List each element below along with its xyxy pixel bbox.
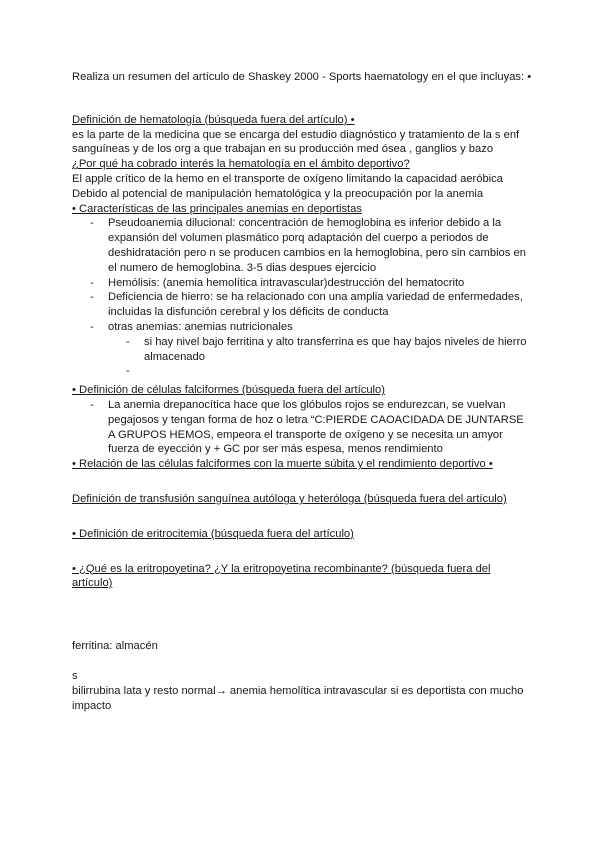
note-bilirrubina: bilirrubina lata y resto normal→ anemia hemolítica intravascular si es deportista con mucho impacto <box>72 684 524 712</box>
heading-interes: ¿Por qué ha cobrado interés la hematología en el ámbito deportivo? <box>72 158 410 171</box>
section-falciformes <box>72 383 532 457</box>
dash-bullet: - <box>126 365 130 378</box>
dash-bullet: - <box>90 291 94 304</box>
section-anemias <box>72 202 532 380</box>
heading-eritropoyetina: • ¿Qué es la eritropoyetina? ¿Y la eritropoyetina recombinante? (búsqueda fuera del artículo) <box>72 562 491 590</box>
document-page <box>72 70 532 713</box>
heading-eritrocitemia: • Definición de eritrocitemia (búsqueda fuera del artículo) <box>72 527 354 540</box>
anemias-list <box>72 216 532 379</box>
section-hematologia <box>72 113 532 157</box>
note-ferritina: ferritina: almacén <box>72 640 158 653</box>
heading-hematologia: Definición de hematología (búsqueda fuera del artículo) • <box>72 113 355 126</box>
list-item: - Hemólisis: (anemia hemolítica intravascular)destrucción del hematocrito <box>90 276 465 289</box>
list-item: - otras anemias: anemias nutricionales <box>90 320 293 333</box>
section-interes-deportivo <box>72 157 532 201</box>
list-item: - Pseudoanemia dilucional: concentración de hemoglobina es inferior debido a la expansión del volumen plasmático porq adaptación del cuerpo a periodos de deshidratación pero n se producen cambios en la hemoglobina, pero sin cambios en el numero de hemoglobina. 3-5 dias despues ejercicio <box>90 217 526 274</box>
heading-muerte-subita: • Relación de las células falciformes con la muerte súbita y el rendimiento deportivo • <box>72 458 493 471</box>
heading-transfusion: Definición de transfusión sanguínea autóloga y heteróloga (búsqueda fuera del artículo) <box>72 492 507 505</box>
falciformes-list <box>72 398 532 457</box>
text-line: El apple crítico de la hemo en el transporte de oxígeno limitando la capacidad aeróbica <box>72 172 503 185</box>
list-item: - Deficiencia de hierro: se ha relacionado con una amplia variedad de enfermedades, incluidas la disfunción cerebral y los déficits de conducta <box>90 291 523 319</box>
text-line: es la parte de la medicina que se encarga del estudio diagnóstico y tratamiento de la s enf <box>72 128 520 141</box>
note-s: s <box>72 669 78 682</box>
text-line: Debido al potencial de manipulación hematológica y la preocupación por la anemia <box>72 187 484 200</box>
dash-bullet: - <box>126 335 130 348</box>
heading-falciformes: • Definición de células falciformes (búsqueda fuera del artículo) <box>72 384 385 397</box>
list-item: - La anemia drepanocítica hace que los glóbulos rojos se endurezcan, se vuelvan pegajosos y tengan forma de hoz o letra “C:PIERDE CAOACIDADA DE JUNTARSE A GRUPOS HEMOS, empeora el transporte de oxígeno y se necesita un amyor fuerza de eyección y + GC por ser más espesa, menos rendimiento <box>90 398 524 456</box>
sub-list-item: - si hay nivel bajo ferritina y alto transferrina es que hay bajos niveles de hierro almacenado <box>126 335 527 363</box>
dash-bullet: - <box>90 320 94 333</box>
dash-bullet: - <box>90 217 94 230</box>
sub-list-item-empty <box>72 364 532 379</box>
text-line: sanguíneas y de los org a que trabajan en su producción med ósea , ganglios y bazo <box>72 143 494 156</box>
dash-bullet: - <box>90 398 94 411</box>
intro-line: Realiza un resumen del artículo de Shaskey 2000 - Sports haematology en el que incluyas: • <box>72 71 532 83</box>
heading-anemias: • Características de las principales anemias en deportistas <box>72 202 362 215</box>
dash-bullet: - <box>90 276 94 289</box>
